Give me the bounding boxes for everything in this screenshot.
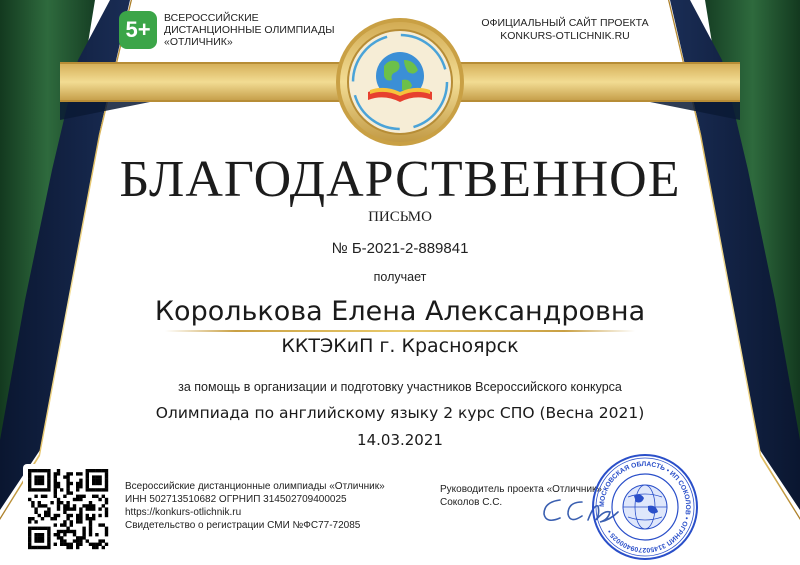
- footer-link[interactable]: https://konkurs-otlichnik.ru: [125, 507, 242, 518]
- contest-name: Олимпиада по английскому языку 2 курс СПО (Весна 2021): [155, 404, 645, 422]
- organizer-line: «ОТЛИЧНИК»: [164, 36, 233, 48]
- official-site: [470, 17, 660, 43]
- olympiad-logo[interactable]: 5+: [119, 11, 157, 49]
- footer-requisites: [125, 480, 405, 532]
- organizer-line: ВСЕРОССИЙСКИЕ: [164, 12, 259, 24]
- site-url[interactable]: KONKURS-OTLICHNIK.RU: [500, 30, 630, 42]
- footer-line: Свидетельство о регистрации СМИ №ФС77-72085: [125, 520, 361, 531]
- qr-code-icon[interactable]: [23, 464, 113, 554]
- footer-line: ИНН 502713510682 ОГРНИП 314502709400025: [125, 494, 347, 505]
- recipient-name: Королькова Елена Александровна: [154, 296, 646, 327]
- head-name: Соколов С.С.: [440, 497, 503, 508]
- official-stamp-icon: [590, 452, 700, 562]
- certificate-subtitle: ПИСЬМО: [368, 209, 432, 225]
- certificate-title: БЛАГОДАРСТВЕННОЕ: [119, 151, 681, 208]
- issue-date: 14.03.2021: [357, 431, 443, 449]
- footer-line: Всероссийские дистанционные олимпиады «Отличник»: [125, 481, 385, 492]
- certificate-number: № Б-2021-2-889841: [331, 240, 469, 257]
- name-underline: [165, 330, 635, 332]
- organizer-name: [164, 12, 354, 48]
- receives-label: получает: [373, 270, 427, 284]
- award-reason: за помощь в организации и подготовку участников Всероссийского конкурса: [178, 380, 622, 394]
- head-title: Руководитель проекта «Отличник»: [440, 484, 602, 495]
- organizer-line: ДИСТАНЦИОННЫЕ ОЛИМПИАДЫ: [164, 24, 335, 36]
- globe-book-medallion-icon: [358, 44, 442, 116]
- stamp-text: МОСКОВСКАЯ ОБЛАСТЬ • ИП СОКОЛОВ • ОГРНИП 314502709400025 •: [598, 460, 692, 554]
- recipient-organization: ККТЭКиП г. Красноярск: [281, 335, 519, 357]
- site-caption: ОФИЦИАЛЬНЫЙ САЙТ ПРОЕКТА: [481, 17, 649, 29]
